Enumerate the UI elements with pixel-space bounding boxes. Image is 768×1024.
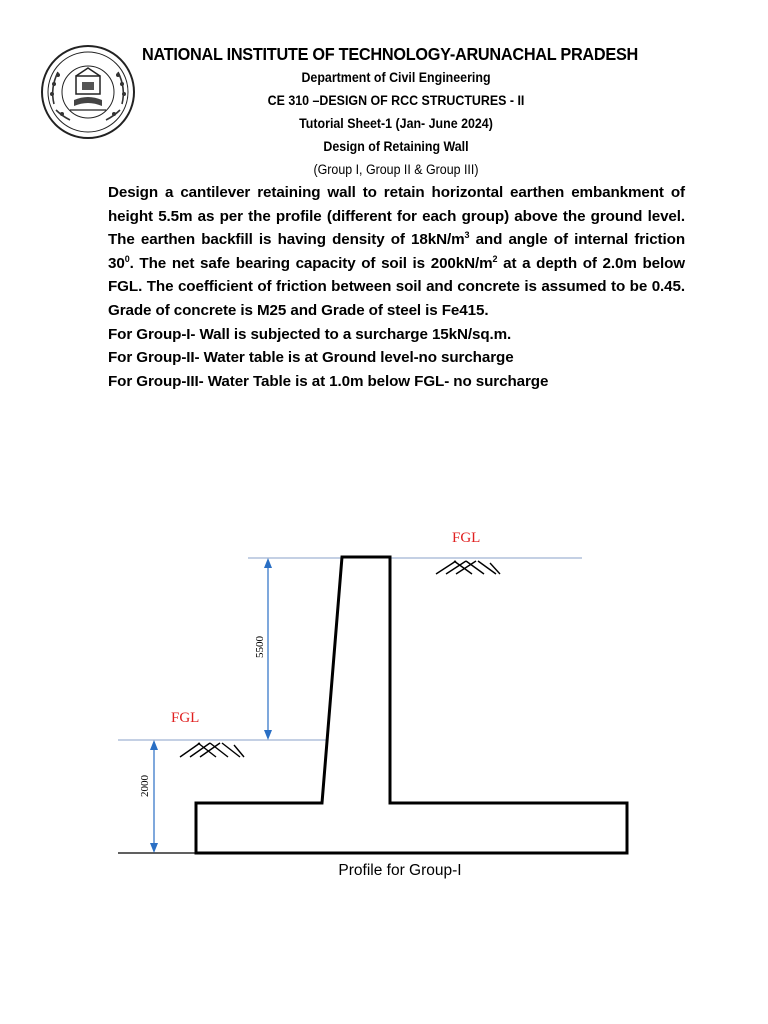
soil-hatch-top-icon: [436, 561, 500, 574]
groups-subtitle: (Group I, Group II & Group III): [313, 162, 479, 177]
problem-paragraph: Design a cantilever retaining wall to retain horizontal earthen embankment of height 5.5m as per the profile (different for each group) above the ground level. The earthen backfill is having density of $18kN/m^3$ and angle of internal friction $30^0$. The net safe bearing capacity of soil is $200kN/m^2$ at a depth of 2.0m below FGL. The coefficient of friction between soil and concrete is assumed to be 0.45. Grade of concrete is M25 and Grade of steel is Fe415.: [108, 184, 685, 319]
institute-name: NATIONAL INSTITUTE OF TECHNOLOGY-ARUNACHAL PRADESH: [141, 44, 639, 64]
group2-condition: For Group-II- Water table is at Ground level-no surcharge: [108, 349, 514, 367]
fgl-label-top: FGL: [452, 530, 481, 546]
group1-condition: For Group-I- Wall is subjected to a surcharge 15kN/sq.m.: [108, 325, 512, 343]
figure-caption: Profile for Group-I: [338, 862, 462, 879]
wall-outline: [196, 557, 627, 853]
depth-dimension-label: 2000: [139, 775, 151, 797]
tutorial-sheet-title: Tutorial Sheet-1 (Jan- June 2024): [299, 116, 493, 131]
soil-hatch-bottom-icon: [180, 743, 244, 757]
group3-condition: For Group-III- Water Table is at 1.0m below FGL- no surcharge: [108, 372, 549, 390]
course-title: CE 310 –DESIGN OF RCC STRUCTURES - II: [267, 93, 525, 108]
department-name: Department of Civil Engineering: [301, 70, 491, 85]
topic-title: Design of Retaining Wall: [323, 139, 469, 154]
height-dimension-label: 5500: [254, 636, 266, 658]
fgl-label-bottom: FGL: [171, 710, 200, 726]
depth-dimension: [150, 740, 158, 853]
